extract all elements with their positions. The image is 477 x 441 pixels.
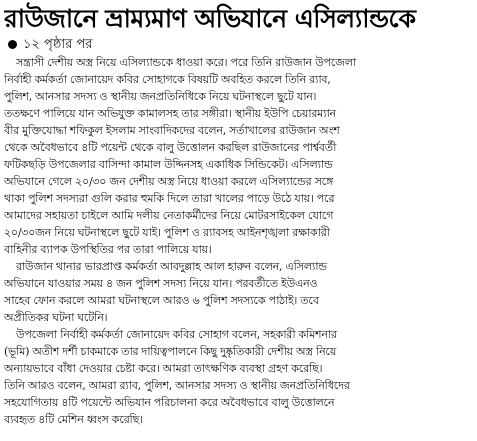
- article-line: ততক্ষণে পালিয়ে যান অভিযুক্ত কামালসহ তার সঙ্গীরা। স্থানীয় ইউপি চেয়ারম্যান: [4, 107, 336, 120]
- article-line: ২০/৩০জন নিয়ে ঘটনাস্থলে ছুটে যাই। পুলিশ ও র‌্যাবসহ আইনশৃঙ্খলা রক্ষাকারী: [4, 226, 330, 239]
- article-line: নির্বাহী কর্মকর্তা জোনায়েদ কবির সোহাগকে বিষয়টি অবহিত করলে তিনি র‌্যাব,: [4, 73, 331, 86]
- headline: রাউজানে ভ্রাম্যমাণ অভিযানে এসিল্যান্ডকে: [4, 4, 416, 33]
- article-line: অপ্রীতিকর ঘটনা ঘটেনি।: [4, 311, 108, 324]
- article-line: রাউজান থানার ভারপ্রাপ্ত কর্মকর্তা আবদুল্লাহ আল হারুন বলেন, এসিল্যান্ড: [16, 260, 327, 273]
- article-line: অভিযানে যাওয়ার সময় ৪ জন পুলিশ সদস্য নিয়ে যান। পরবর্তীতে ইউএনও: [4, 277, 318, 290]
- article-line: আমাদের সহায়তা চাইলে আমি দলীয় নেতাকর্মীদের নিয়ে মোটরসাইকেল যোগে: [4, 209, 334, 222]
- article-line: পুলিশ, আনসার সদস্য ও স্থানীয় জনপ্রতিনিধিকে নিয়ে ঘটনাস্থলে ছুটে যান।: [4, 90, 317, 103]
- article-line: থাকা পুলিশ সদস্যরা গুলি করার হুমকি দিলে তারা খালের পাড়ে উঠে যায়। পরে: [4, 192, 335, 205]
- article-line: ফটিকছড়ি উপজেলার বাসিন্দা কামাল উদ্দিনসহ একাধিক সিন্ডিকেট। এসিল্যান্ড: [4, 158, 333, 171]
- article-line: ব্যবহৃত ৪টি মেশিন ধ্বংস করেছি।: [4, 413, 143, 426]
- article-body: [4, 54, 473, 428]
- article-line: সাহেব ফোন করলে আমরা ঘটনাস্থলে আরও ৬ পুলিশ সদস্যকে পাঠাই। তবে: [4, 294, 319, 307]
- article-line: (ভূমি) অতীশ দর্শী চাকমাকে তার দায়িত্বপালনে কিছু দুষ্কৃতিকারী দেশীয় অস্ত্র নিয়ে: [4, 345, 337, 358]
- article-line: উপজেলা নির্বাহী কর্মকর্তা জোনায়েদ কবির সোহাগ বলেন, সহকারী কমিশনার: [16, 328, 337, 341]
- article-line: তিনি আরও বলেন, আমরা র‌্যাব, পুলিশ, আনসার সদস্য ও স্থানীয় জনপ্রতিনিধিদের: [4, 379, 350, 392]
- article-line: সহযোগিতায় ৪টি পয়েন্টে অভিযান পরিচালনা করে অবৈধভাবে বালু উত্তোলনে: [4, 396, 335, 409]
- article-line: বীর মুক্তিযোদ্ধা শফিকুল ইসলাম সাংবাদিকদের বলেন, সর্তাখালের রাউজান অংশ: [4, 124, 340, 137]
- article-line: থেকে অবৈধভাবে ৪টি পয়েন্ট থেকে বালু উত্তোলন করছিল রাউজানের পার্শ্ববর্তী: [4, 141, 337, 154]
- article-line: সন্ত্রাসী দেশীয় অস্ত্র নিয়ে এসিল্যান্ডকে ধাওয়া করে। পরে তিনি রাউজান উপজেলা: [16, 56, 357, 69]
- article-line: অন্যায়ভাবে বাঁধা দেওয়ার চেষ্টা করে। আমরা তাৎক্ষণিক ব্যবস্থা গ্রহণ করেছি।: [4, 362, 323, 375]
- continued-from-line: [8, 36, 473, 53]
- article-line: বাহিনীর ব্যাপক উপস্থিতির পর তারা পালিয়ে যায়।: [4, 243, 212, 256]
- continued-from-label: ১২ পৃষ্ঠার পর: [23, 37, 93, 52]
- article-line: অভিযানে গেলে ২০/৩০ জন দেশীয় অস্ত্র নিয়ে ধাওয়া করলে এসিল্যান্ডের সঙ্গে: [4, 175, 334, 188]
- bullet-icon: [8, 40, 17, 49]
